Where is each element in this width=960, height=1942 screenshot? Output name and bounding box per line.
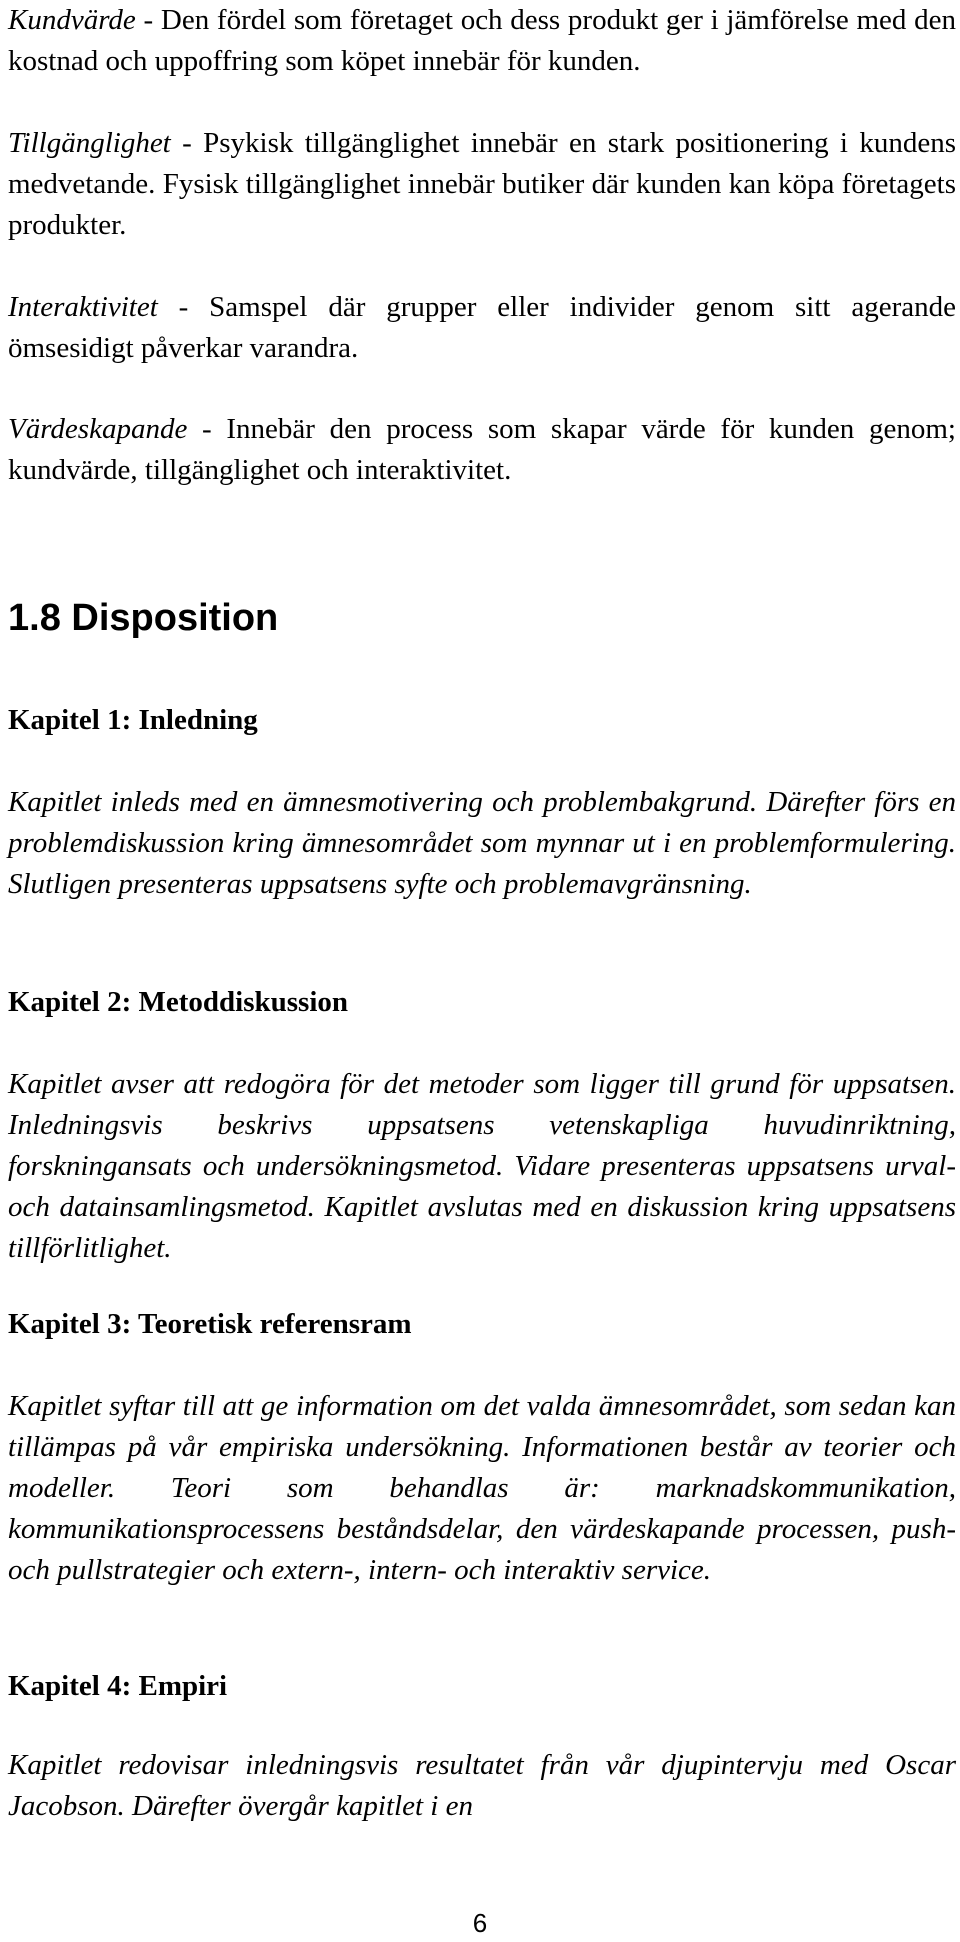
definition-term: Värdeskapande — [8, 413, 188, 445]
chapter-description: Kapitlet inleds med en ämnesmotivering och problembakgrund. Därefter förs en problemdiskussion kring ämnesområdet som mynnar ut i en problemformulering. Slutligen presenteras uppsatsens syfte och problemavgränsning. — [8, 786, 956, 900]
definition-text: - Samspel där grupper eller individer genom sitt agerande ömsesidigt påverkar varandra. — [8, 291, 956, 364]
definition-kundvarde — [8, 0, 956, 82]
definition-term: Kundvärde — [8, 4, 136, 36]
definition-term: Interaktivitet — [8, 291, 158, 323]
chapter-description: Kapitlet redovisar inledningsvis resultatet från vår djupintervju med Oscar Jacobson. Därefter övergår kapitlet i en — [8, 1749, 956, 1822]
chapter-heading: Kapitel 2: Metoddiskussion — [8, 986, 348, 1018]
chapter-heading: Kapitel 3: Teoretisk referensram — [8, 1308, 412, 1340]
definition-vardeskapande — [8, 409, 956, 491]
section-heading: 1.8 Disposition — [8, 597, 279, 639]
chapter-heading: Kapitel 1: Inledning — [8, 704, 258, 736]
definition-text: - Den fördel som företaget och dess produkt ger i jämförelse med den kostnad och uppoffring som köpet innebär för kunden. — [8, 4, 956, 77]
definition-text: - Psykisk tillgänglighet innebär en stark positionering i kundens medvetande. Fysisk tillgänglighet innebär butiker där kunden kan köpa företagets produkter. — [8, 127, 956, 241]
page-number: 6 — [472, 1908, 488, 1938]
chapter-heading: Kapitel 4: Empiri — [8, 1670, 228, 1702]
definition-term: Tillgänglighet — [8, 127, 171, 159]
definition-tillganglighet — [8, 123, 956, 246]
definition-interaktivitet — [8, 287, 956, 369]
chapter-description: Kapitlet syftar till att ge information om det valda ämnesområdet, som sedan kan tillämpas på vår empiriska undersökning. Informationen består av teorier och modeller. Teori som behandlas är: marknadskommunikation, kommunikationsprocessens beståndsdelar, den värdeskapande processen, push- och pullstrategier och extern-, intern- och interaktiv service. — [8, 1390, 956, 1586]
chapter-description: Kapitlet avser att redogöra för det metoder som ligger till grund för uppsatsen. Inledningsvis beskrivs uppsatsens vetenskapliga huvudinriktning, forskningansats och undersökningsmetod. Vidare presenteras uppsatsens urval- och datainsamlingsmetod. Kapitlet avslutas med en diskussion kring uppsatsens tillförlitlighet. — [8, 1068, 956, 1264]
definition-text: - Innebär den process som skapar värde för kunden genom; kundvärde, tillgänglighet och interaktivitet. — [8, 413, 956, 486]
